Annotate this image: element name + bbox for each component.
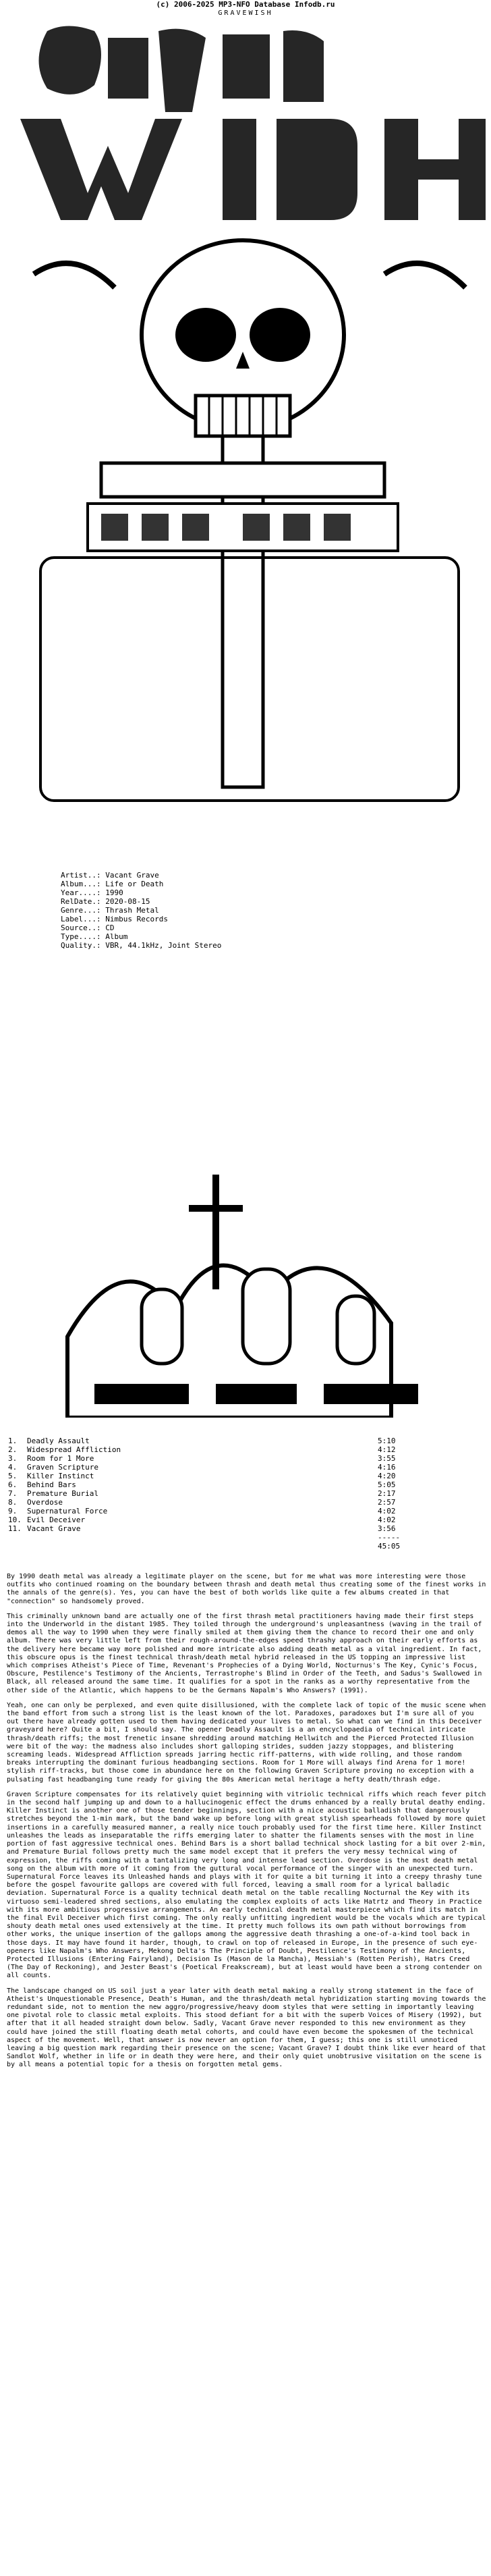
info-line-reldate: RelDate.: 2020-08-15 (61, 897, 150, 906)
track-row: 1. Deadly Assault 5:10 (8, 1437, 396, 1445)
skull-illustration (142, 240, 344, 436)
info-line-quality: Quality.: VBR, 44.1kHz, Joint Stereo (61, 941, 222, 950)
track-row: 9. Supernatural Force 4:02 (8, 1507, 396, 1515)
info-line-type: Type....: Album (61, 932, 128, 941)
info-line-genre: Genre...: Thrash Metal (61, 906, 159, 915)
info-line-artist: Artist..: Vacant Grave (61, 871, 159, 880)
review-paragraph: Graven Scripture compensates for its relatively quiet beginning with vitriolic technical riffs which reach fever pitch in the second half jumping up and down to a hallucinogenic effect the drums enhanced by a really brutal deathy ending. Killer Instinct is another one of those tender beginnings, section with a nice acoustic balladish that dangerously stretches beyond the 1-min mark, but the band wake up before long with great stylish spearheads followed by more quiet insertions in a carefully measured manner, a really nice touch probably used for the first time here. Killer Instinct unleashes the leads as inseparatable the riffs emerging later to shatter the filaments senses with the most in line portion of fast aggressive technical ones. Behind Bars is a short ballad technical shock lasting for a bit over 2-min, and Premature Burial follows pretty much the same model except that it prefers the very messy technical wing of expression, the riffs coming with a tantalizing very long and intense lead section. Overdose is the most death metal song on the album with more of it coming from the guttural vocal performance of the singer with an unexpected turn. Supernatural Force leaves its Unleashed hands and plays with it for quite a bit turning it into a creepy thrashy tune before the gospel favourite gallops are covered with full forced, leaving a small room for a lyrical balladic deviation. Supernatural Force is a quality technical death metal on the table recalling Nocturnal the Key with its virtuoso semi-leadered shred sections, also emulating the complex exploits of acts like Hatrtz and Theory in Practice with its more ambitious progressive arrangements. An early technical death metal masterpiece which find its match in the final Evil Deceiver which first coming. The only really unfitting ingredient would be the vocals which are typical shouty death metal ones used extensively at the time. It pretty much follows its own path without borrowings from other works, the unique insertion of the gallops among the aggressive death thrashing a one-of-a-kind tool back in those days. It may have found it harder, though, to crawl on top of released in Europe, in the presence of such eye-openers like Napalm's Who Answers, Mekong Delta's The Principle of Doubt, Pestilence's Testimony of the Ancients, Protected Illusions (Entering Fairyland), Decision Is (Mason de la Mancha), Messiah's (Rotten Perish), Hatrs Creed (The Day of Reckoning), and Jester Beast's (Poetical Freakscream), but at least would have been a strong contender on all counts. (7, 1790, 490, 1980)
track-row: 6. Behind Bars 5:05 (8, 1480, 396, 1489)
review-text (7, 1573, 490, 2076)
logo-lettering (20, 26, 486, 221)
release-info (61, 871, 221, 950)
review-paragraph: By 1990 death metal was already a legitimate player on the scene, but for me what was more interesting were those outfits who continued roaming on the boundary between thrash and death metal thus creating some of the finest works in the annals of the genre(s). Yes, you can have the best of both worlds like quite a few albums created in that "connection" so handsomely proved. (7, 1573, 490, 1605)
track-row: 8. Overdose 2:57 (8, 1498, 396, 1507)
ascii-art-logo-skull (20, 18, 486, 807)
copyright-line: (c) 2006-2025 MP3-NFO Database Infodb.ru (156, 0, 335, 9)
track-row: 11. Vacant Grave 3:56 (8, 1524, 396, 1533)
group-name: GRAVEWISH (218, 9, 273, 17)
tracklist (8, 1437, 440, 1551)
info-line-label: Label...: Nimbus Records (61, 915, 168, 923)
review-paragraph: This criminally unknown band are actually one of the first thrash metal practitioners having made their first steps into the Underworld in the distant 1985. They toiled through the underground's unpleasantness (waving in the trail of demos all the way to 1990 when they were finally smiled at them giving them the chance to record their one and only album. There was very little left from their rough-around-the-edges speed thrashy approach on their early efforts as the delivery here became way more polished and more intricate also adding death metal as a vital ingredient. In fact, this obscure opus is the finest technical thrash/death metal hybrid released in the US topping an impressive list which comprises Atheist's Piece of Time, Revenant's Prophecies of a Dying World, Nocturnus's The Key, Cynic's Focus, Obscure, Pestilence's Testimony of the Ancients, Terrastrophe's Blind in Order of the Teeth, and Sadus's Swallowed in Black, all released around the same time. It qualifies for a spot in the ranks as a worthy representative from the other side of the Atlantic, which happens to be the Germans Napalm's Who Answers? (1991). (7, 1612, 486, 1694)
ascii-art-graveyard (40, 1134, 459, 1418)
track-row: 3. Room for 1 More 3:55 (8, 1454, 396, 1463)
info-line-year: Year....: 1990 (61, 888, 123, 897)
track-row: 2. Widespread Affliction 4:12 (8, 1445, 396, 1454)
track-row: 10. Evil Deceiver 4:02 (8, 1515, 396, 1524)
track-total: 45:05 (378, 1542, 401, 1551)
release-info-banner (88, 504, 398, 551)
track-separator: ----- (378, 1533, 401, 1542)
info-line-album: Album...: Life or Death (61, 880, 164, 888)
review-paragraph: Yeah, one can only be perplexed, and even quite disillusioned, with the complete lack of topic of the music scene when the band effort from such a strong list is the least known of the lot. Paradoxes, paradoxes but I'm sure all of you out there have already gotten used to them having dedicated your lives to metal. So what can we find in this Deceiver graveyard here? Quite a bit, I should say. The opener Deadly Assault is a an encyclopaedia of technical intricate thrash/death riffs; the most frenetic insane shredding around matching Hellwitch and the Pierced Protected Illusion were bit of the way: the madness also includes short galloping strides, sudden jazzy stoppages, and blistering screaming leads. Widespread Affliction spreads jarring hectic riff-patterns, with wide rolling, and those random breaks interrupting the dominant furious headbanging sections. Room for 1 More will always find Arena for 1 more! stylish riff-tracks, but those come in abundance here on the following Graven Scripture proving no exception with a pulsating fast headbanging tune ready for giving the 80s American metal heritage a hefty death/thrash edge. (7, 1701, 490, 1783)
track-row: 4. Graven Scripture 4:16 (8, 1463, 396, 1472)
info-line-source: Source..: CD (61, 923, 115, 932)
review-paragraph: The landscape changed on US soil just a year later with death metal making a really strong statement in the face of Atheist's Unquestionable Presence, Death's Human, and the thrash/death metal hybridization starting moving towards the redundant side, not to mention the new aggro/progressive/heavy doom styles that were setting in importantly leaving one pivotal role to classic metal exploits. This stood defiant for a bit with the superb Voices of Misery (1992), but after that it all headed straight down below. Sadly, Vacant Grave never responded to this new environment as they could have joined the still floating death metal cohorts, and could have even become the spokesmen of the technical aspect of the movement. Well, that answer is now never an option for them, I guess; this one is still unnoticed leaving a big question mark regarding their presence on the scene; Vacant Grave? I doubt think like ever heard of that Sandlot Wolf, whether in life or in death they were here, and their only quiet unobtrusive visitation on the scene is by all means a potential topic for a thesis on forgotten metal gems. (7, 1987, 490, 2069)
track-row: 7. Premature Burial 2:17 (8, 1489, 396, 1498)
track-row: 5. Killer Instinct 4:20 (8, 1472, 396, 1480)
